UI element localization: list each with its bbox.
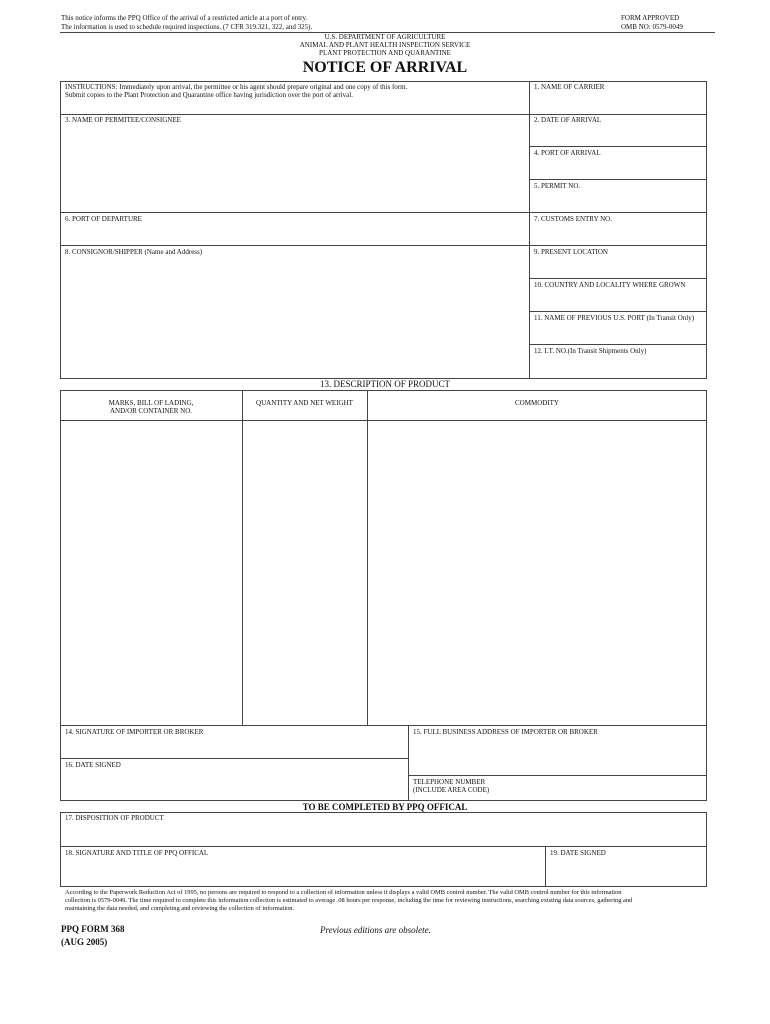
notice-usage: The information is used to schedule required inspections. (7 CFR 319.321, 322, and 325). [61,23,313,31]
col-commodity: COMMODITY [515,399,559,407]
divider [60,846,707,847]
notice-purpose: This notice informs the PPQ Office of the arrival of a restricted article at a port of entry. [61,14,308,22]
divider [367,390,368,726]
form-date: (AUG 2005) [61,937,108,947]
divider [529,344,707,345]
agency-service: ANIMAL AND PLANT HEALTH INSPECTION SERVICE [299,41,471,49]
field-port-of-arrival[interactable]: 4. PORT OF ARRIVAL [534,149,601,157]
col-quantity: QUANTITY AND NET WEIGHT [256,399,353,407]
field-it-no[interactable]: 12. I.T. NO.(In Transit Shipments Only) [534,347,647,355]
product-table [60,390,707,726]
paperwork-line1: According to the Paperwork Reduction Act of 1995, no persons are required to respond to a collection of information unless it displays a valid OMB control number. The valid OMB control number for this information [65,889,622,896]
field-permit-no[interactable]: 5. PERMIT NO. [534,182,581,190]
field-permitee-consignee[interactable]: 3. NAME OF PERMITEE/CONSIGNEE [65,116,181,124]
field-disposition[interactable]: 17. DISPOSITION OF PRODUCT [65,814,164,822]
col-marks-line2: AND/OR CONTAINER NO. [109,407,193,415]
divider [545,846,546,887]
telephone-note: (INCLUDE AREA CODE) [413,786,490,794]
field-date-of-arrival[interactable]: 2. DATE OF ARRIVAL [534,116,602,124]
field-present-location[interactable]: 9. PRESENT LOCATION [534,248,608,256]
divider [408,725,409,801]
field-consignor-shipper[interactable]: 8. CONSIGNOR/SHIPPER (Name and Address) [65,248,203,256]
divider [60,758,408,759]
field-ppq-date-signed[interactable]: 19. DATE SIGNED [550,849,606,857]
divider [529,311,707,312]
field-name-of-carrier[interactable]: 1. NAME OF CARRIER [534,83,605,91]
instructions-line2: Submit copies to the Plant Protection and Quarantine office having jurisdiction over the port of arrival. [65,91,353,99]
omb-number: OMB NO: 0579-0049 [621,23,683,31]
form-number: PPQ FORM 368 [61,924,125,934]
field-signature-importer[interactable]: 14. SIGNATURE OF IMPORTER OR BROKER [65,728,204,736]
field-ppq-signature[interactable]: 18. SIGNATURE AND TITLE OF PPQ OFFICAL [65,849,209,857]
form-approved: FORM APPROVED [621,14,680,22]
field-business-address[interactable]: 15. FULL BUSINESS ADDRESS OF IMPORTER OR BROKER [413,728,598,736]
paperwork-line2: collection is 0579-0049. The time required to complete this information collection is estimated to average .08 hours per response, including the time for reviewing instructions, searching existing data sources, gathering and [65,897,633,904]
field-telephone[interactable]: TELEPHONE NUMBER [413,778,486,786]
divider [60,245,707,246]
divider [529,81,530,379]
divider [60,212,707,213]
field-customs-entry-no[interactable]: 7. CUSTOMS ENTRY NO. [534,215,612,223]
divider [60,420,707,421]
field-country-locality[interactable]: 10. COUNTRY AND LOCALITY WHERE GROWN [534,281,686,289]
page-title: NOTICE OF ARRIVAL [302,59,468,76]
divider [408,775,707,776]
instructions-line1: INSTRUCTIONS: Immediately upon arrival, the permittee or his agent should prepare original and one copy of this form. [65,83,408,91]
divider [242,390,243,726]
divider [529,278,707,279]
divider [529,146,707,147]
main-fields-box [60,81,707,379]
field-port-of-departure[interactable]: 6. PORT OF DEPARTURE [65,215,142,223]
product-section-title: 13. DESCRIPTION OF PRODUCT [319,379,451,389]
field-date-signed[interactable]: 16. DATE SIGNED [65,761,121,769]
agency-department: U.S. DEPARTMENT OF AGRICULTURE [324,33,446,41]
col-marks-line1: MARKS, BILL OF LADING, [108,399,194,407]
paperwork-line3: maintaining the data needed, and completing and reviewing the collection of information. [65,905,295,912]
divider [60,114,707,115]
ppq-section-title: TO BE COMPLETED BY PPQ OFFICAL [302,802,468,812]
field-previous-us-port[interactable]: 11. NAME OF PREVIOUS U.S. PORT (In Transit Only) [534,314,695,322]
agency-program: PLANT PROTECTION AND QUARANTINE [319,49,451,57]
obsolete-note: Previous editions are obsolete. [320,925,431,935]
divider [529,179,707,180]
